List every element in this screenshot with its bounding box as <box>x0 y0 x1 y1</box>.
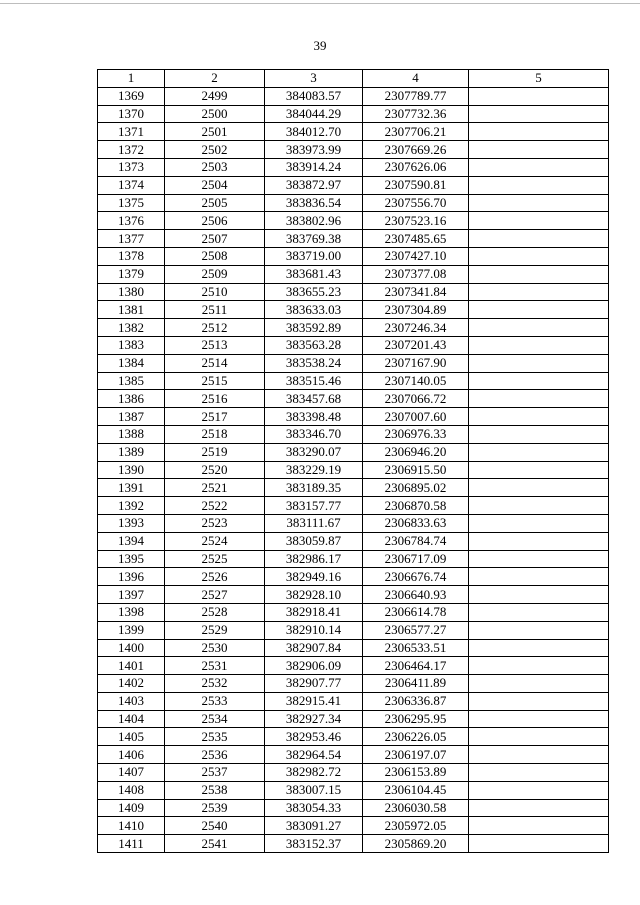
table-cell-col2: 2509 <box>165 265 265 283</box>
table-cell-col5 <box>469 408 609 426</box>
table-row <box>98 817 609 835</box>
table-cell-col1: 1379 <box>98 265 165 283</box>
table-cell-col5 <box>469 141 609 159</box>
table-cell-col4: 2307246.34 <box>363 319 469 337</box>
table-cell-col4: 2307427.10 <box>363 247 469 265</box>
table-cell-col5 <box>469 319 609 337</box>
table-cell-col4: 2306640.93 <box>363 586 469 604</box>
table-cell-col2: 2518 <box>165 425 265 443</box>
table-cell-col4: 2307167.90 <box>363 354 469 372</box>
table-cell-col5 <box>469 230 609 248</box>
table-cell-col3: 382982.72 <box>265 764 363 782</box>
header-cell-5: 5 <box>469 70 609 88</box>
table-cell-col4: 2306411.89 <box>363 675 469 693</box>
table-cell-col4: 2307523.16 <box>363 212 469 230</box>
table-cell-col3: 384044.29 <box>265 105 363 123</box>
table-cell-col5 <box>469 87 609 105</box>
table-cell-col2: 2515 <box>165 372 265 390</box>
table-row <box>98 158 609 176</box>
table-row <box>98 568 609 586</box>
table-row <box>98 247 609 265</box>
table-cell-col1: 1383 <box>98 336 165 354</box>
table-cell-col4: 2307789.77 <box>363 87 469 105</box>
table-row <box>98 390 609 408</box>
table-row <box>98 301 609 319</box>
table-cell-col4: 2306153.89 <box>363 764 469 782</box>
table-cell-col2: 2514 <box>165 354 265 372</box>
table-cell-col4: 2306895.02 <box>363 479 469 497</box>
table-cell-col5 <box>469 212 609 230</box>
table-cell-col4: 2306915.50 <box>363 461 469 479</box>
table-body <box>98 70 609 853</box>
table-row <box>98 87 609 105</box>
table-cell-col4: 2306676.74 <box>363 568 469 586</box>
table-cell-col5 <box>469 336 609 354</box>
table-cell-col1: 1372 <box>98 141 165 159</box>
table-cell-col4: 2306976.33 <box>363 425 469 443</box>
table-cell-col2: 2502 <box>165 141 265 159</box>
table-row <box>98 283 609 301</box>
table-cell-col3: 382915.41 <box>265 692 363 710</box>
table-cell-col3: 383111.67 <box>265 514 363 532</box>
table-cell-col4: 2307626.06 <box>363 158 469 176</box>
page-number: 39 <box>313 38 327 53</box>
table-cell-col4: 2306833.63 <box>363 514 469 532</box>
table-cell-col3: 382953.46 <box>265 728 363 746</box>
table-cell-col1: 1371 <box>98 123 165 141</box>
header-cell-3: 3 <box>265 70 363 88</box>
table-cell-col5 <box>469 817 609 835</box>
table-cell-col4: 2307066.72 <box>363 390 469 408</box>
table-row <box>98 514 609 532</box>
table-cell-col3: 383346.70 <box>265 425 363 443</box>
table-cell-col5 <box>469 390 609 408</box>
table-cell-col1: 1402 <box>98 675 165 693</box>
table-cell-col1: 1378 <box>98 247 165 265</box>
table-cell-col2: 2532 <box>165 675 265 693</box>
table-cell-col3: 382918.41 <box>265 603 363 621</box>
table-row <box>98 728 609 746</box>
table-cell-col1: 1399 <box>98 621 165 639</box>
table-cell-col5 <box>469 746 609 764</box>
table-row <box>98 657 609 675</box>
table-cell-col2: 2503 <box>165 158 265 176</box>
table-cell-col1: 1388 <box>98 425 165 443</box>
table-cell-col1: 1373 <box>98 158 165 176</box>
table-row <box>98 479 609 497</box>
table-cell-col4: 2307590.81 <box>363 176 469 194</box>
table-cell-col1: 1410 <box>98 817 165 835</box>
table-cell-col1: 1397 <box>98 586 165 604</box>
table-cell-col3: 383592.89 <box>265 319 363 337</box>
table-cell-col3: 383973.99 <box>265 141 363 159</box>
table-cell-col1: 1405 <box>98 728 165 746</box>
table-cell-col1: 1400 <box>98 639 165 657</box>
table-cell-col2: 2529 <box>165 621 265 639</box>
table-cell-col5 <box>469 586 609 604</box>
table-cell-col3: 383157.77 <box>265 497 363 515</box>
table-cell-col4: 2306295.95 <box>363 710 469 728</box>
table-cell-col3: 383059.87 <box>265 532 363 550</box>
table-cell-col5 <box>469 550 609 568</box>
table-row <box>98 835 609 853</box>
table-cell-col3: 383563.28 <box>265 336 363 354</box>
table-row <box>98 212 609 230</box>
table-cell-col1: 1392 <box>98 497 165 515</box>
table-cell-col5 <box>469 443 609 461</box>
table-cell-col1: 1393 <box>98 514 165 532</box>
table-row <box>98 746 609 764</box>
table-cell-col1: 1381 <box>98 301 165 319</box>
table-cell-col4: 2307304.89 <box>363 301 469 319</box>
table-cell-col2: 2538 <box>165 781 265 799</box>
table-cell-col5 <box>469 479 609 497</box>
table-row <box>98 230 609 248</box>
table-cell-col3: 383091.27 <box>265 817 363 835</box>
table-cell-col3: 383189.35 <box>265 479 363 497</box>
table-cell-col2: 2524 <box>165 532 265 550</box>
table-cell-col4: 2307556.70 <box>363 194 469 212</box>
table-cell-col2: 2499 <box>165 87 265 105</box>
table-row <box>98 621 609 639</box>
table-cell-col2: 2512 <box>165 319 265 337</box>
table-row <box>98 408 609 426</box>
table-cell-col3: 383872.97 <box>265 176 363 194</box>
table-cell-col4: 2307341.84 <box>363 283 469 301</box>
table-cell-col5 <box>469 461 609 479</box>
header-cell-1: 1 <box>98 70 165 88</box>
table-cell-col4: 2306104.45 <box>363 781 469 799</box>
table-cell-col1: 1384 <box>98 354 165 372</box>
table-cell-col4: 2307732.36 <box>363 105 469 123</box>
table-cell-col2: 2535 <box>165 728 265 746</box>
table-cell-col5 <box>469 603 609 621</box>
table-cell-col3: 383007.15 <box>265 781 363 799</box>
table-cell-col4: 2306717.09 <box>363 550 469 568</box>
table-cell-col3: 383655.23 <box>265 283 363 301</box>
table-cell-col5 <box>469 799 609 817</box>
table-cell-col5 <box>469 514 609 532</box>
table-row <box>98 443 609 461</box>
table-cell-col5 <box>469 247 609 265</box>
table-cell-col3: 382910.14 <box>265 621 363 639</box>
table-cell-col3: 383398.48 <box>265 408 363 426</box>
table-cell-col1: 1398 <box>98 603 165 621</box>
table-cell-col2: 2526 <box>165 568 265 586</box>
table-row <box>98 799 609 817</box>
table-cell-col2: 2530 <box>165 639 265 657</box>
table-cell-col5 <box>469 105 609 123</box>
table-cell-col4: 2307140.05 <box>363 372 469 390</box>
table-cell-col5 <box>469 372 609 390</box>
table-cell-col5 <box>469 568 609 586</box>
table-row <box>98 461 609 479</box>
table-row <box>98 497 609 515</box>
table-cell-col4: 2307377.08 <box>363 265 469 283</box>
table-cell-col5 <box>469 532 609 550</box>
table-cell-col5 <box>469 497 609 515</box>
table-cell-col4: 2307706.21 <box>363 123 469 141</box>
table-cell-col1: 1395 <box>98 550 165 568</box>
table-cell-col3: 384083.57 <box>265 87 363 105</box>
table-cell-col4: 2306197.07 <box>363 746 469 764</box>
table-cell-col3: 382949.16 <box>265 568 363 586</box>
table-cell-col1: 1376 <box>98 212 165 230</box>
table-row <box>98 550 609 568</box>
table-cell-col5 <box>469 692 609 710</box>
table-cell-col1: 1382 <box>98 319 165 337</box>
table-cell-col2: 2536 <box>165 746 265 764</box>
header-cell-2: 2 <box>165 70 265 88</box>
table-row <box>98 675 609 693</box>
table-cell-col5 <box>469 194 609 212</box>
table-cell-col4: 2307669.26 <box>363 141 469 159</box>
table-row <box>98 603 609 621</box>
table-cell-col3: 383633.03 <box>265 301 363 319</box>
table-cell-col2: 2539 <box>165 799 265 817</box>
table-cell-col3: 382906.09 <box>265 657 363 675</box>
table-cell-col1: 1396 <box>98 568 165 586</box>
table-cell-col4: 2306870.58 <box>363 497 469 515</box>
table-cell-col1: 1380 <box>98 283 165 301</box>
table-cell-col1: 1370 <box>98 105 165 123</box>
table-cell-col1: 1386 <box>98 390 165 408</box>
table-cell-col3: 382964.54 <box>265 746 363 764</box>
table-cell-col2: 2522 <box>165 497 265 515</box>
table-cell-col4: 2305869.20 <box>363 835 469 853</box>
table-row <box>98 336 609 354</box>
table-cell-col4: 2306577.27 <box>363 621 469 639</box>
table-cell-col4: 2307007.60 <box>363 408 469 426</box>
table-cell-col2: 2521 <box>165 479 265 497</box>
table-cell-col2: 2520 <box>165 461 265 479</box>
table-cell-col4: 2306336.87 <box>363 692 469 710</box>
table-row <box>98 692 609 710</box>
table-cell-col4: 2306614.78 <box>363 603 469 621</box>
table-cell-col4: 2305972.05 <box>363 817 469 835</box>
table-cell-col2: 2537 <box>165 764 265 782</box>
table-cell-col3: 383802.96 <box>265 212 363 230</box>
table-cell-col1: 1369 <box>98 87 165 105</box>
table-row <box>98 710 609 728</box>
table-cell-col1: 1404 <box>98 710 165 728</box>
table-cell-col1: 1401 <box>98 657 165 675</box>
table-row <box>98 319 609 337</box>
table-cell-col2: 2527 <box>165 586 265 604</box>
table-row <box>98 176 609 194</box>
table-cell-col2: 2506 <box>165 212 265 230</box>
coordinates-table <box>97 69 609 853</box>
table-cell-col3: 383681.43 <box>265 265 363 283</box>
table-row <box>98 265 609 283</box>
table-cell-col2: 2504 <box>165 176 265 194</box>
table-cell-col3: 383457.68 <box>265 390 363 408</box>
table-row <box>98 372 609 390</box>
table-cell-col3: 382907.77 <box>265 675 363 693</box>
table-cell-col5 <box>469 621 609 639</box>
table-cell-col2: 2500 <box>165 105 265 123</box>
table-cell-col4: 2306946.20 <box>363 443 469 461</box>
table-row <box>98 781 609 799</box>
table-row <box>98 764 609 782</box>
table-cell-col3: 383538.24 <box>265 354 363 372</box>
table-cell-col3: 382927.34 <box>265 710 363 728</box>
table-cell-col5 <box>469 176 609 194</box>
table-cell-col3: 382907.84 <box>265 639 363 657</box>
table-cell-col3: 383290.07 <box>265 443 363 461</box>
table-cell-col1: 1408 <box>98 781 165 799</box>
table-cell-col3: 384012.70 <box>265 123 363 141</box>
table-row <box>98 586 609 604</box>
table-cell-col2: 2525 <box>165 550 265 568</box>
table-cell-col2: 2501 <box>165 123 265 141</box>
table-cell-col1: 1375 <box>98 194 165 212</box>
table-cell-col1: 1394 <box>98 532 165 550</box>
table-cell-col2: 2516 <box>165 390 265 408</box>
table-cell-col5 <box>469 158 609 176</box>
header-cell-4: 4 <box>363 70 469 88</box>
table-cell-col1: 1391 <box>98 479 165 497</box>
table-cell-col4: 2306464.17 <box>363 657 469 675</box>
table-row <box>98 354 609 372</box>
table-cell-col3: 383515.46 <box>265 372 363 390</box>
table-cell-col3: 382986.17 <box>265 550 363 568</box>
table-cell-col3: 383054.33 <box>265 799 363 817</box>
table-cell-col3: 383914.24 <box>265 158 363 176</box>
table-cell-col3: 383769.38 <box>265 230 363 248</box>
table-row <box>98 639 609 657</box>
table-cell-col2: 2534 <box>165 710 265 728</box>
table-cell-col5 <box>469 781 609 799</box>
top-rule <box>0 3 640 4</box>
table-row <box>98 194 609 212</box>
table-cell-col1: 1409 <box>98 799 165 817</box>
table-row <box>98 532 609 550</box>
table-cell-col1: 1389 <box>98 443 165 461</box>
table-cell-col2: 2528 <box>165 603 265 621</box>
table-cell-col4: 2307201.43 <box>363 336 469 354</box>
table-cell-col2: 2508 <box>165 247 265 265</box>
table-cell-col2: 2533 <box>165 692 265 710</box>
table-cell-col5 <box>469 639 609 657</box>
table-cell-col5 <box>469 675 609 693</box>
table-cell-col1: 1407 <box>98 764 165 782</box>
table-cell-col1: 1377 <box>98 230 165 248</box>
table-cell-col3: 382928.10 <box>265 586 363 604</box>
table-cell-col3: 383152.37 <box>265 835 363 853</box>
table-cell-col4: 2306784.74 <box>363 532 469 550</box>
table-row <box>98 123 609 141</box>
table-cell-col2: 2540 <box>165 817 265 835</box>
table-cell-col3: 383836.54 <box>265 194 363 212</box>
table-cell-col5 <box>469 764 609 782</box>
table-cell-col1: 1374 <box>98 176 165 194</box>
table-cell-col2: 2513 <box>165 336 265 354</box>
table-cell-col1: 1390 <box>98 461 165 479</box>
table-cell-col5 <box>469 301 609 319</box>
table-cell-col5 <box>469 710 609 728</box>
table-cell-col4: 2306533.51 <box>363 639 469 657</box>
table-cell-col2: 2507 <box>165 230 265 248</box>
table-cell-col5 <box>469 728 609 746</box>
header-row <box>98 70 609 88</box>
table-cell-col2: 2519 <box>165 443 265 461</box>
table-cell-col5 <box>469 283 609 301</box>
table-cell-col3: 383229.19 <box>265 461 363 479</box>
table-cell-col2: 2531 <box>165 657 265 675</box>
table-cell-col5 <box>469 425 609 443</box>
table-cell-col5 <box>469 123 609 141</box>
table-cell-col4: 2307485.65 <box>363 230 469 248</box>
table-cell-col2: 2517 <box>165 408 265 426</box>
table-cell-col4: 2306030.58 <box>363 799 469 817</box>
table-cell-col5 <box>469 657 609 675</box>
table-cell-col5 <box>469 835 609 853</box>
table-cell-col2: 2505 <box>165 194 265 212</box>
table-cell-col2: 2541 <box>165 835 265 853</box>
table-cell-col5 <box>469 354 609 372</box>
table-cell-col4: 2306226.05 <box>363 728 469 746</box>
table-cell-col3: 383719.00 <box>265 247 363 265</box>
table-cell-col2: 2510 <box>165 283 265 301</box>
table-cell-col1: 1403 <box>98 692 165 710</box>
table-row <box>98 141 609 159</box>
table-cell-col1: 1406 <box>98 746 165 764</box>
table-row <box>98 425 609 443</box>
table-cell-col5 <box>469 265 609 283</box>
table-cell-col2: 2523 <box>165 514 265 532</box>
table-cell-col2: 2511 <box>165 301 265 319</box>
table-cell-col1: 1387 <box>98 408 165 426</box>
table-cell-col1: 1411 <box>98 835 165 853</box>
table-cell-col1: 1385 <box>98 372 165 390</box>
table-row <box>98 105 609 123</box>
